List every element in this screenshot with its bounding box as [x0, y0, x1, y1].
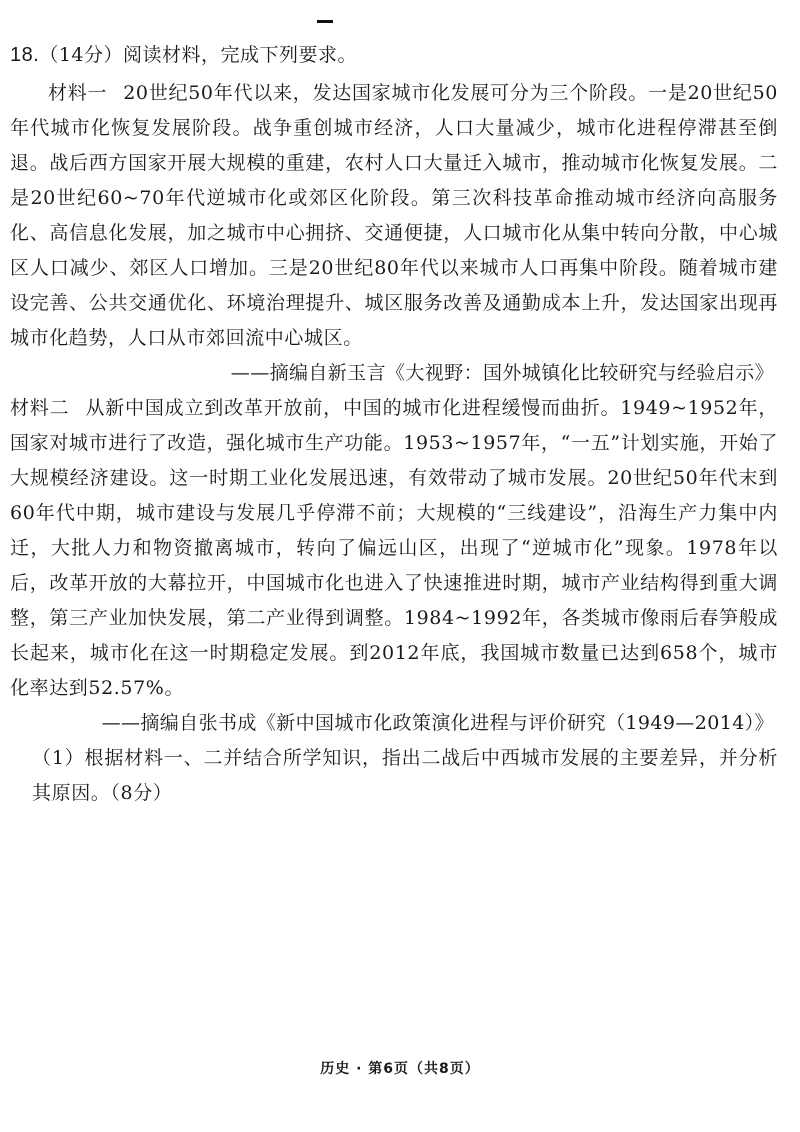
material-1-body: [10, 76, 778, 356]
material-2-source: ——摘编自张书成《新中国城市化政策演化进程与评价研究（1949—2014）》: [101, 712, 774, 734]
question-instruction: （14分）阅读材料，完成下列要求。: [39, 44, 357, 66]
exam-page: [10, 40, 778, 811]
material-2-text: 从新中国成立到改革开放前，中国的城市化进程缓慢而曲折。1949~1952年，国家对城市进行了改造，强化城市生产功能。1953~1957年，“一五”计划实施，开始了大规模经济建设。这一时期工业化发展迅速，有效带动了城市发展。20世纪50年代末到60年代中期，城市建设与发展几乎停滞不前；大规模的“三线建设”，沿海生产力集中内迁，大批人力和物资撤离城市，转向了偏远山区，出现了“逆城市化”现象。1978年以后，改革开放的大幕拉开，中国城市化也进入了快速推进时期，城市产业结构得到重大调整，第三产业加快发展，第二产业得到调整。1984~1992年，各类城市像雨后春笋般成长起来，城市化在这一时期稳定发展。到2012年底，我国城市数量已达到658个，城市化率达到52.57%。: [10, 397, 778, 699]
question-header: [10, 40, 778, 70]
top-dash-mark: [317, 20, 333, 23]
page-footer: 历史 · 第6页（共8页）: [320, 1061, 480, 1077]
material-1: [10, 76, 778, 391]
material-2-label: 材料二: [10, 397, 70, 419]
material-1-text: 20世纪50年代以来，发达国家城市化发展可分为三个阶段。一是20世纪50年代城市化恢复发展阶段。战争重创城市经济，人口大量减少，城市化进程停滞甚至倒退。战后西方国家开展大规模的重建，农村人口大量迁入城市，推动城市化恢复发展。二是20世纪60~70年代逆城市化或郊区化阶段。第三次科技革命推动城市经济向高服务化、高信息化发展，加之城市中心拥挤、交通便捷，人口城市化从集中转向分散，中心城区人口减少、郊区人口增加。三是20世纪80年代以来城市人口再集中阶段。随着城市建设完善、公共交通优化、环境治理提升、城区服务改善及通勤成本上升，发达国家出现再城市化趋势，人口从市郊回流中心城区。: [10, 82, 778, 349]
sub-question-1: （1）根据材料一、二并结合所学知识，指出二战后中西城市发展的主要差异，并分析其原因。（8分）: [32, 747, 778, 804]
material-2-body: [10, 391, 778, 706]
material-1-label: 材料一: [48, 82, 108, 104]
material-1-source: ——摘编自新玉言《大视野：国外城镇化比较研究与经验启示》: [230, 362, 774, 384]
question-number: 18.: [10, 44, 40, 66]
material-2: [10, 391, 778, 741]
